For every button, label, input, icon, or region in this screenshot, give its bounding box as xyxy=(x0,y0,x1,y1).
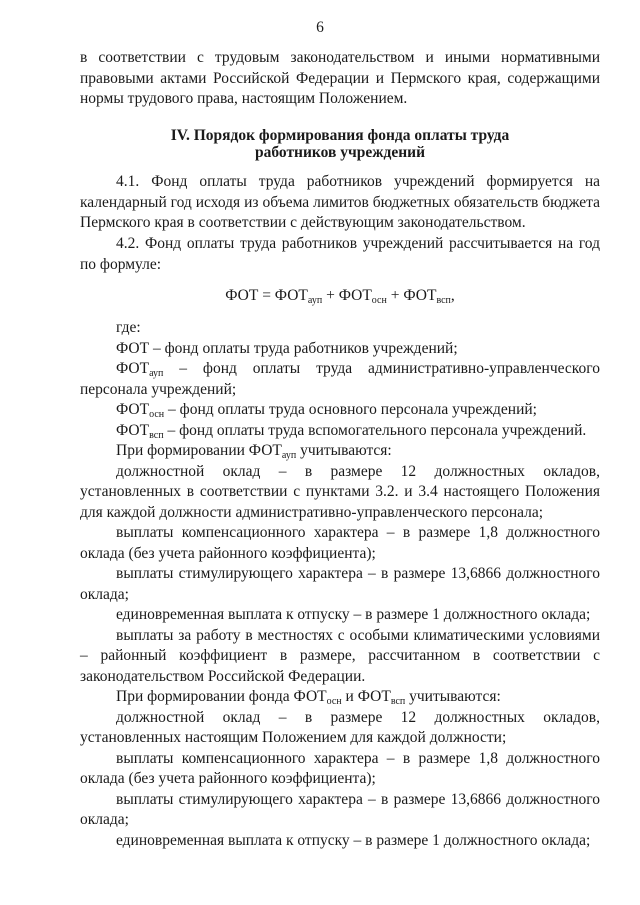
osn-list-intro xyxy=(80,687,600,708)
aup-list-item: выплаты за работу в местностях с особыми климатическими условиями – районный коэффициент в размере, рассчитанном в соответствии с законодательством Российской Федерации. xyxy=(80,626,600,685)
definition-aup-sub: ауп xyxy=(149,368,164,379)
formula xyxy=(80,286,600,307)
paragraph-4-2-text: 4.2. Фонд оплаты труда работников учреждений рассчитывается на год по формуле: xyxy=(80,235,600,273)
where-label: где: xyxy=(116,319,141,336)
aup-list-item: выплаты стимулирующего характера – в размере 13,6866 должностного оклада; xyxy=(80,565,600,603)
formula-sub-aup: ауп xyxy=(307,295,323,306)
definition-osn-sub: осн xyxy=(149,409,165,420)
definition-aup xyxy=(80,359,600,400)
definition-osn-prefix: ФОТ xyxy=(116,401,150,418)
formula-end: , xyxy=(450,287,455,304)
definition-aup-prefix: ФОТ xyxy=(116,360,150,377)
formula-lhs: ФОТ = ФОТ xyxy=(225,287,308,304)
osn-list-intro-prefix: При формировании фонда ФОТ xyxy=(116,688,327,705)
formula-plus-1: + ФОТ xyxy=(322,287,372,304)
osn-list-intro-sub2: всп xyxy=(390,696,406,707)
osn-list-intro-mid: и ФОТ xyxy=(341,688,391,705)
definition-vsp-text: – фонд оплаты труда вспомогательного персонала учреждений. xyxy=(163,421,587,439)
definition-osn-text: – фонд оплаты труда основного персонала учреждений; xyxy=(164,401,537,418)
formula-sub-osn: осн xyxy=(371,295,387,306)
section-title-line2: работников учреждений xyxy=(254,144,425,161)
osn-list-item: выплаты компенсационного характера – в размере 1,8 должностного оклада (без учета районного коэффициента); xyxy=(80,749,600,787)
definition-vsp-prefix: ФОТ xyxy=(116,421,150,439)
intro-paragraph xyxy=(80,48,600,110)
definition-fot: ФОТ – фонд оплаты труда работников учреждений; xyxy=(116,339,458,357)
aup-list-intro-prefix: При формировании ФОТ xyxy=(116,442,282,459)
definition-vsp-sub: всп xyxy=(149,429,164,441)
osn-list-item: должностной оклад – в размере 12 должностных окладов, установленных настоящим Положением для каждой должности; xyxy=(80,708,600,746)
aup-list-item: единовременная выплата к отпуску – в размере 1 должностного оклада; xyxy=(116,606,591,623)
aup-list-item: должностной оклад – в размере 12 должностных окладов, установленных в соответствии с пунктами 3.2. и 3.4 настоящего Положения для каждой должности административно-управленческого персонала; xyxy=(80,462,600,521)
definition-vsp xyxy=(80,421,600,442)
aup-list-item: выплаты компенсационного характера – в размере 1,8 должностного оклада (без учета районного коэффициента); xyxy=(80,524,600,562)
osn-list-intro-sub1: осн xyxy=(326,696,342,707)
definition-osn xyxy=(80,400,600,421)
formula-sub-vsp: всп xyxy=(436,295,451,306)
page-number: 6 xyxy=(316,19,324,36)
definitions-block xyxy=(80,318,600,851)
section-heading xyxy=(80,127,600,161)
section-title-line1: IV. Порядок формирования фонда оплаты труда xyxy=(170,127,510,144)
osn-list-item: единовременная выплата к отпуску – в размере 1 должностного оклада; xyxy=(116,831,591,849)
intro-text: в соответствии с трудовым законодательством и иными нормативными правовыми актами Российской Федерации и Пермского края, содержащими нормы трудового права, настоящим Положением. xyxy=(80,49,600,107)
definition-aup-text: – фонд оплаты труда административно-управленческого персонала учреждений; xyxy=(80,360,600,398)
aup-list-intro xyxy=(80,441,600,462)
formula-plus-2: + ФОТ xyxy=(386,287,437,304)
aup-list-intro-suffix: учитываются: xyxy=(296,442,392,459)
paragraph-4-1-text: 4.1. Фонд оплаты труда работников учреждений формируется на календарный год исходя из объема лимитов бюджетных обязательств бюджета Пермского края в соответствии с действующим законодательством. xyxy=(80,173,600,231)
paragraph-4-1 xyxy=(80,172,600,234)
osn-list-intro-suffix: учитываются: xyxy=(405,688,501,705)
osn-list-item: выплаты стимулирующего характера – в размере 13,6866 должностного оклада; xyxy=(80,790,600,828)
aup-list-intro-sub: ауп xyxy=(281,450,297,461)
paragraph-4-2 xyxy=(80,234,600,275)
